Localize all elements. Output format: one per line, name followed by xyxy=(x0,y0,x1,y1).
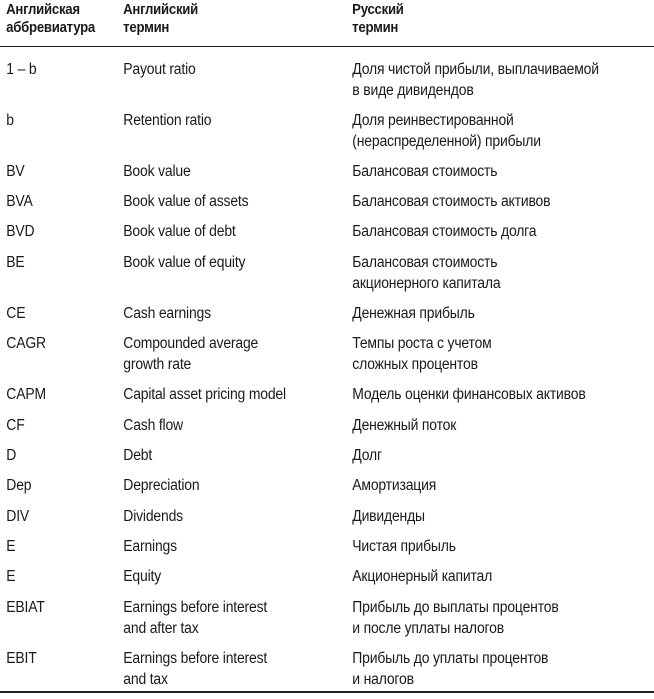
cell-russian-term: Чистая прибыль xyxy=(352,538,456,555)
cell-abbreviation: D xyxy=(6,447,17,464)
table-row xyxy=(0,221,654,252)
table-row xyxy=(0,333,654,384)
cell-abbreviation: b xyxy=(6,112,14,129)
cell-english-term: Compounded average growth rate xyxy=(123,335,259,373)
cell-russian-term: Денежная прибыль xyxy=(352,305,475,322)
cell-russian-term: Акционерный капитал xyxy=(352,568,493,585)
cell-abbreviation: CAGR xyxy=(6,335,46,352)
cell-russian-term: Денежный поток xyxy=(352,417,457,434)
cell-russian-term: Балансовая стоимость xyxy=(352,163,498,180)
cell-russian-term: Темпы роста с учетом сложных процентов xyxy=(352,335,492,373)
cell-abbreviation: BVA xyxy=(6,193,33,210)
table-row xyxy=(0,191,654,221)
cell-english-term: Cash earnings xyxy=(123,305,211,322)
header-russian-term: Русский термин xyxy=(352,1,404,36)
cell-english-term: Debt xyxy=(123,447,153,464)
cell-russian-term: Прибыль до выплаты процентов и после уплаты налогов xyxy=(352,599,559,637)
cell-abbreviation: CF xyxy=(6,417,25,434)
cell-abbreviation: EBIT xyxy=(6,650,37,667)
table-row xyxy=(0,506,654,536)
table-row xyxy=(0,475,654,506)
cell-abbreviation: BV xyxy=(6,163,25,180)
cell-russian-term: Балансовая стоимость активов xyxy=(352,193,551,210)
table-row xyxy=(0,445,654,475)
table-row xyxy=(0,252,654,303)
cell-russian-term: Амортизация xyxy=(352,477,437,494)
cell-abbreviation: E xyxy=(6,568,16,585)
cell-english-term: Capital asset pricing model xyxy=(123,386,286,403)
cell-english-term: Book value of debt xyxy=(123,223,236,240)
cell-english-term: Retention ratio xyxy=(123,112,212,129)
header-english-term: Английский термин xyxy=(123,1,198,36)
cell-abbreviation: CAPM xyxy=(6,386,46,403)
cell-russian-term: Дивиденды xyxy=(352,508,425,525)
cell-english-term: Book value of equity xyxy=(123,254,246,271)
cell-abbreviation: Dep xyxy=(6,477,32,494)
cell-english-term: Book value xyxy=(123,163,191,180)
cell-english-term: Payout ratio xyxy=(123,61,196,78)
table-row xyxy=(0,384,654,415)
cell-russian-term: Доля чистой прибыли, выплачиваемой в виде дивидендов xyxy=(352,61,599,99)
cell-abbreviation: BVD xyxy=(6,223,35,240)
cell-english-term: Depreciation xyxy=(123,477,200,494)
cell-english-term: Dividends xyxy=(123,508,183,525)
cell-abbreviation: 1 – b xyxy=(6,61,37,78)
cell-english-term: Earnings before interest and after tax xyxy=(123,599,268,637)
cell-russian-term: Прибыль до уплаты процентов и налогов xyxy=(352,650,549,688)
cell-english-term: Equity xyxy=(123,568,162,585)
table-body xyxy=(0,47,654,699)
table-row xyxy=(0,303,654,333)
table-row xyxy=(0,597,654,648)
cell-abbreviation: BE xyxy=(6,254,25,271)
cell-russian-term: Модель оценки финансовых активов xyxy=(352,386,586,403)
cell-english-term: Earnings before interest and tax xyxy=(123,650,268,688)
table-row xyxy=(0,110,654,161)
cell-english-term: Earnings xyxy=(123,538,177,555)
cell-abbreviation: CE xyxy=(6,305,26,322)
cell-abbreviation: DIV xyxy=(6,508,30,525)
table-row xyxy=(0,566,654,597)
cell-russian-term: Доля реинвестированной (нераспределенной) прибыли xyxy=(352,112,541,150)
cell-abbreviation: E xyxy=(6,538,16,555)
cell-russian-term: Балансовая стоимость долга xyxy=(352,223,537,240)
table-header xyxy=(0,0,654,44)
table-row xyxy=(0,47,654,110)
cell-russian-term: Долг xyxy=(352,447,382,464)
table-row xyxy=(0,415,654,445)
cell-abbreviation: EBIAT xyxy=(6,599,45,616)
cell-english-term: Book value of assets xyxy=(123,193,249,210)
table-row xyxy=(0,161,654,191)
cell-russian-term: Балансовая стоимость акционерного капитала xyxy=(352,254,501,292)
header-abbreviation: Английская аббревиатура xyxy=(6,1,95,36)
cell-english-term: Cash flow xyxy=(123,417,183,434)
table-row xyxy=(0,536,654,566)
